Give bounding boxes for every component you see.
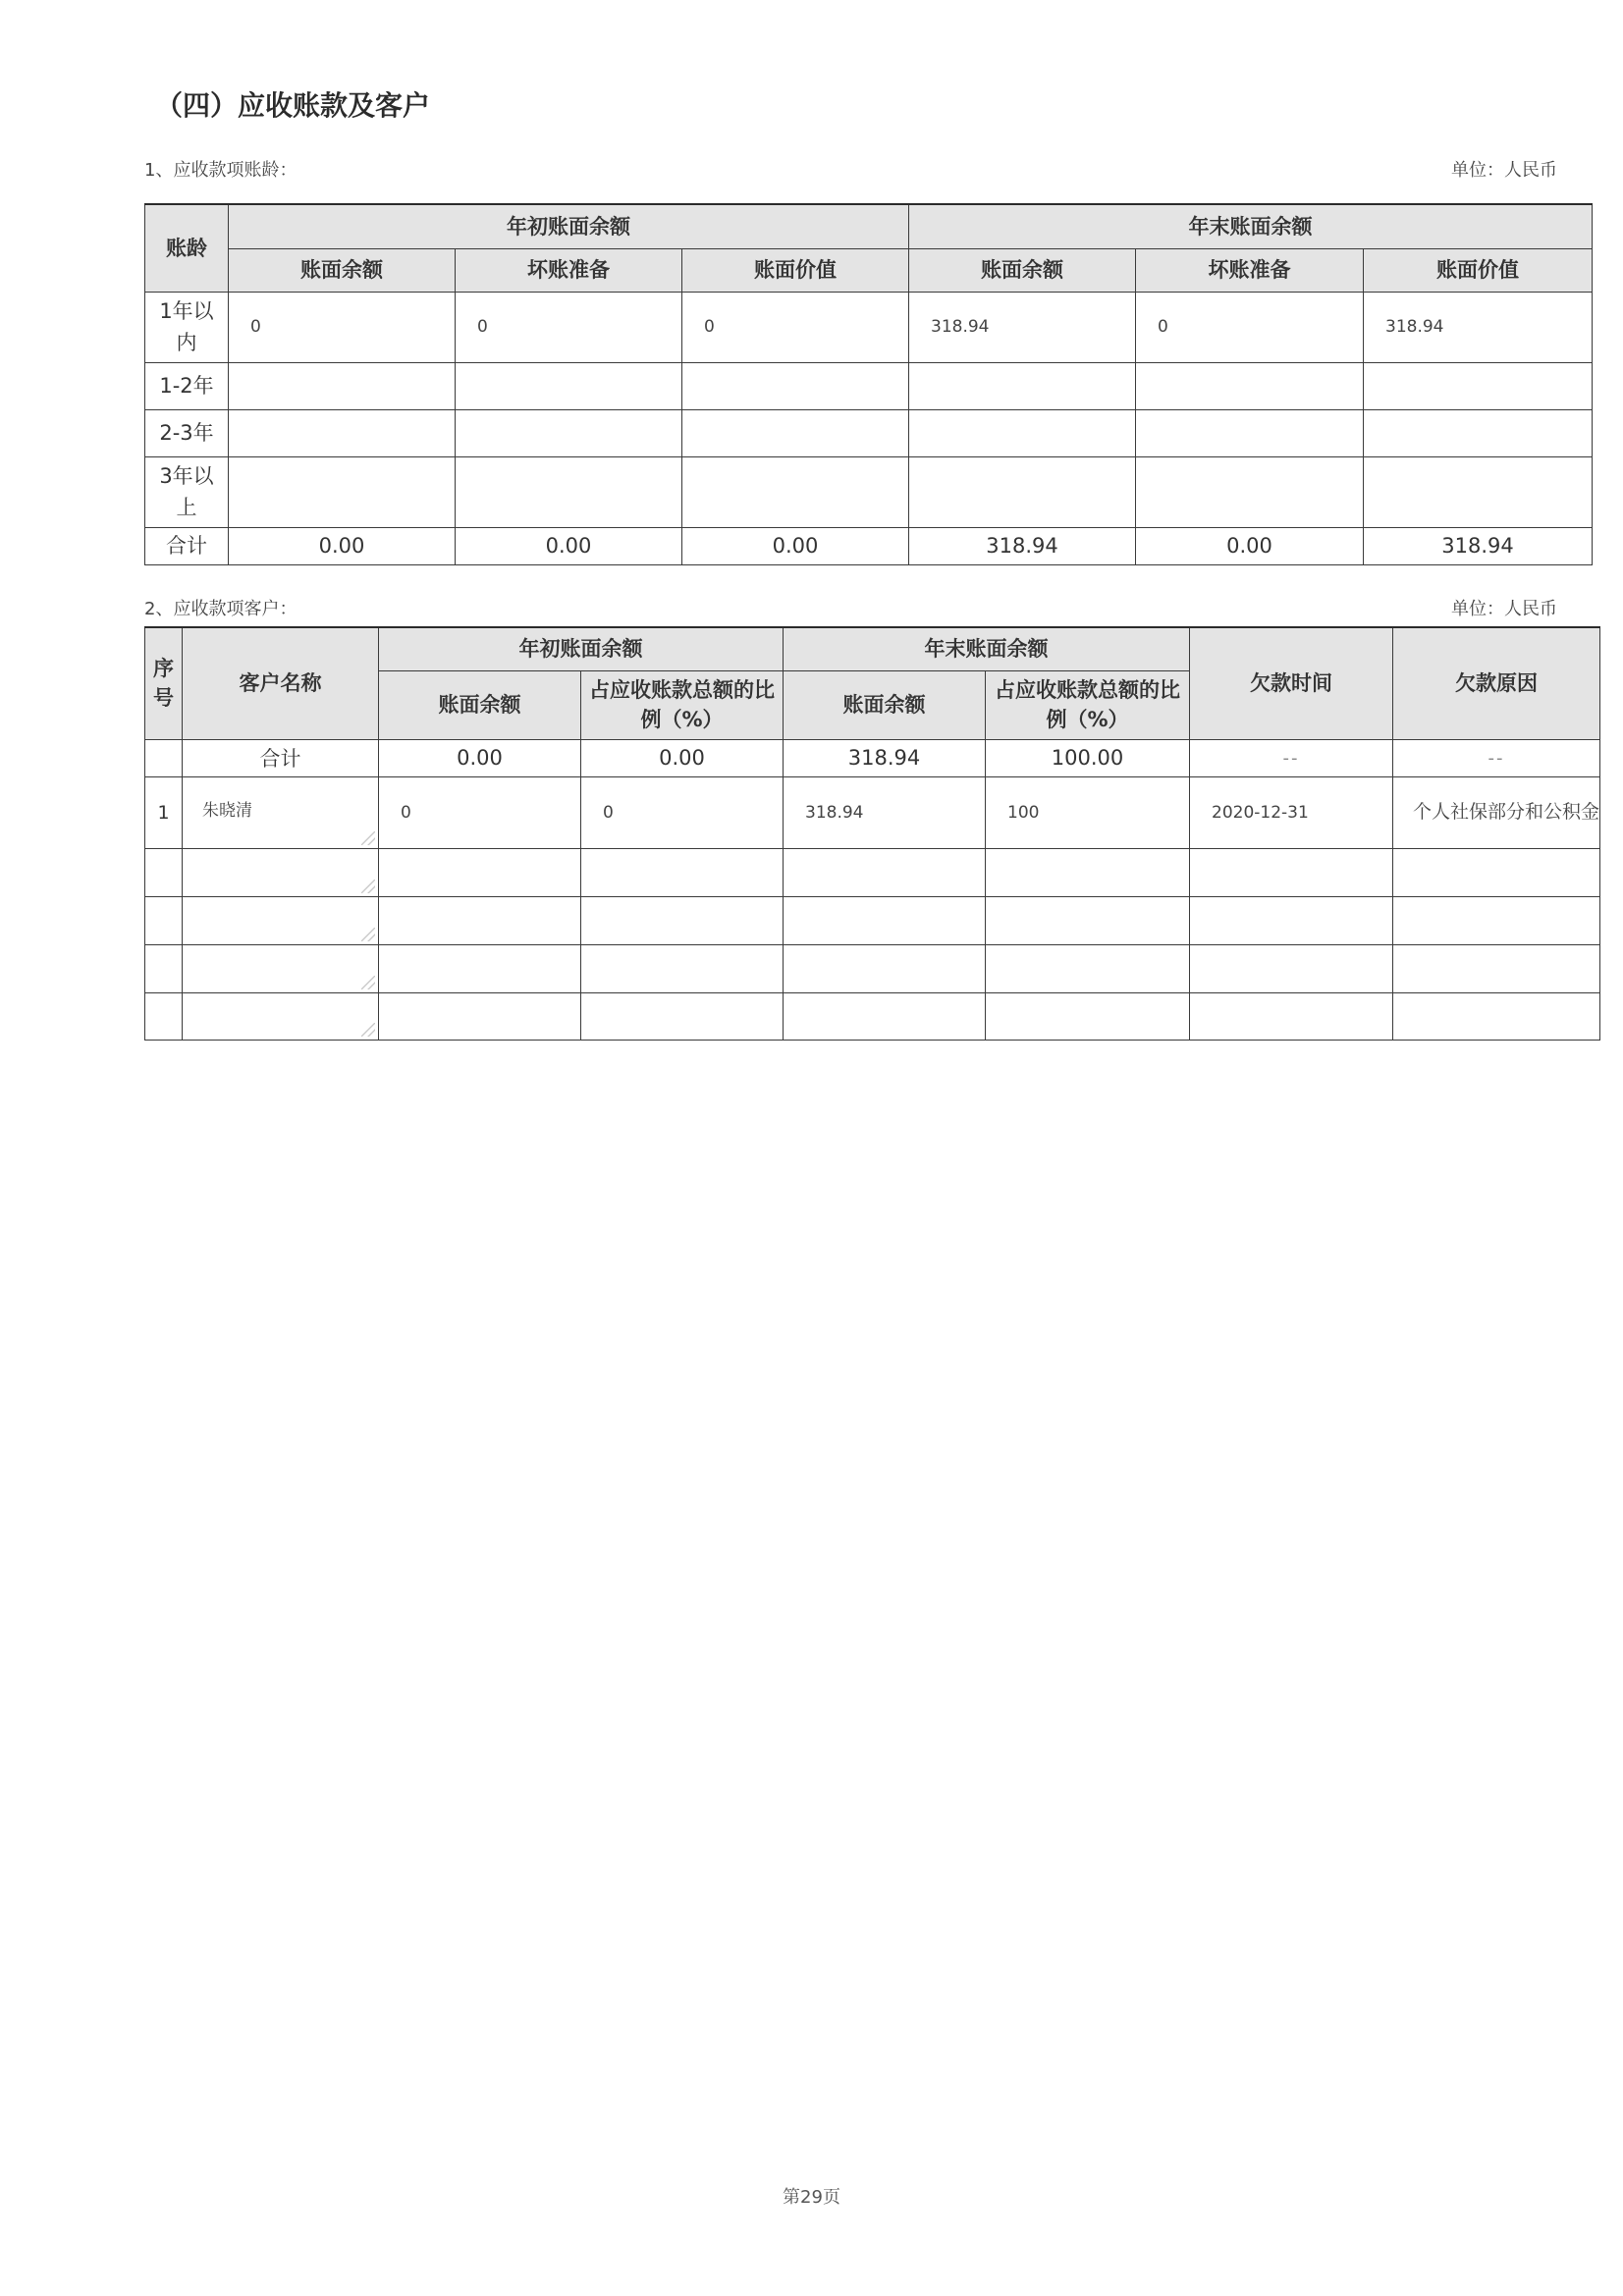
seq-header: 序号 bbox=[145, 627, 183, 739]
aging-sub-header: 坏账准备 bbox=[1136, 248, 1364, 292]
table-cell bbox=[456, 409, 682, 456]
ratio-header: 占应收账款总额的比例（%） bbox=[986, 670, 1190, 739]
table-cell bbox=[682, 409, 909, 456]
table-cell bbox=[581, 896, 784, 944]
total-cell: 0.00 bbox=[682, 527, 909, 564]
page-number: 第29页 bbox=[783, 2187, 840, 2208]
table-cell bbox=[581, 992, 784, 1040]
total-cell: -- bbox=[1393, 739, 1600, 776]
seq-cell: 1 bbox=[145, 776, 183, 848]
customer-name-cell[interactable] bbox=[183, 896, 379, 944]
table-cell bbox=[229, 409, 456, 456]
total-cell: 0.00 bbox=[229, 527, 456, 564]
table-cell: 0 bbox=[1136, 292, 1364, 362]
table-row bbox=[145, 456, 1593, 527]
table-row bbox=[145, 848, 1600, 896]
table-cell bbox=[909, 456, 1136, 527]
table-cell bbox=[784, 992, 986, 1040]
table-cell bbox=[1364, 362, 1593, 409]
table-row bbox=[145, 896, 1600, 944]
seq-cell bbox=[145, 992, 183, 1040]
customers-caption: 2、应收款项客户： bbox=[144, 599, 298, 619]
aging-total-label: 合计 bbox=[145, 527, 229, 564]
aging-table-wrapper bbox=[144, 203, 1560, 566]
table-cell: 318.94 bbox=[784, 776, 986, 848]
table-cell bbox=[986, 992, 1190, 1040]
cust-total-label: 合计 bbox=[183, 739, 379, 776]
customer-name-cell[interactable] bbox=[183, 944, 379, 992]
customers-unit: 单位：人民币 bbox=[1451, 599, 1557, 619]
table-cell bbox=[1190, 896, 1393, 944]
table-cell: 0 bbox=[581, 776, 784, 848]
total-cell: 0.00 bbox=[379, 739, 581, 776]
table-cell: 318.94 bbox=[909, 292, 1136, 362]
table-cell bbox=[145, 739, 183, 776]
aging-group-begin: 年初账面余额 bbox=[229, 204, 909, 248]
debt-reason-header: 欠款原因 bbox=[1393, 627, 1600, 739]
table-row bbox=[145, 362, 1593, 409]
customers-table bbox=[144, 626, 1600, 1041]
seq-cell bbox=[145, 896, 183, 944]
section-title: （四）应收账款及客户 bbox=[155, 89, 431, 122]
table-cell bbox=[682, 456, 909, 527]
table-cell bbox=[1190, 848, 1393, 896]
customers-table-wrapper bbox=[144, 626, 1600, 1043]
aging-table bbox=[144, 203, 1593, 565]
balance-header: 账面余额 bbox=[784, 670, 986, 739]
debt-time-header: 欠款时间 bbox=[1190, 627, 1393, 739]
seq-cell bbox=[145, 944, 183, 992]
table-cell bbox=[784, 944, 986, 992]
total-cell: 100.00 bbox=[986, 739, 1190, 776]
table-cell bbox=[986, 896, 1190, 944]
total-cell: 0.00 bbox=[1136, 527, 1364, 564]
table-cell bbox=[1136, 362, 1364, 409]
aging-caption: 1、应收款项账龄： bbox=[144, 160, 298, 181]
debt-reason-cell: 个人社保部分和公积金 bbox=[1393, 776, 1600, 848]
total-row bbox=[145, 527, 1593, 564]
aging-sub-header: 账面余额 bbox=[229, 248, 456, 292]
customer-name-cell[interactable] bbox=[183, 992, 379, 1040]
table-cell bbox=[986, 944, 1190, 992]
table-cell bbox=[784, 896, 986, 944]
table-cell bbox=[581, 944, 784, 992]
table-cell bbox=[1136, 456, 1364, 527]
table-cell bbox=[1393, 992, 1600, 1040]
table-cell bbox=[229, 456, 456, 527]
table-row bbox=[145, 409, 1593, 456]
table-cell bbox=[1364, 456, 1593, 527]
total-cell: 0.00 bbox=[456, 527, 682, 564]
table-cell bbox=[379, 992, 581, 1040]
table-row bbox=[145, 992, 1600, 1040]
table-cell bbox=[1190, 992, 1393, 1040]
total-cell: 318.94 bbox=[784, 739, 986, 776]
table-cell bbox=[379, 848, 581, 896]
table-cell: 0 bbox=[682, 292, 909, 362]
seq-cell bbox=[145, 848, 183, 896]
table-cell bbox=[909, 362, 1136, 409]
aging-col-label: 账龄 bbox=[145, 204, 229, 292]
table-cell: 100 bbox=[986, 776, 1190, 848]
table-cell bbox=[1136, 409, 1364, 456]
table-cell bbox=[986, 848, 1190, 896]
table-cell bbox=[456, 362, 682, 409]
table-cell bbox=[1190, 944, 1393, 992]
total-cell: 318.94 bbox=[909, 527, 1136, 564]
aging-sub-header: 账面余额 bbox=[909, 248, 1136, 292]
aging-row-label: 3年以上 bbox=[145, 456, 229, 527]
table-row bbox=[145, 292, 1593, 362]
table-cell bbox=[379, 896, 581, 944]
aging-group-end: 年末账面余额 bbox=[909, 204, 1593, 248]
table-cell bbox=[456, 456, 682, 527]
table-cell bbox=[1393, 896, 1600, 944]
table-cell: 0 bbox=[229, 292, 456, 362]
cust-group-end: 年末账面余额 bbox=[784, 627, 1190, 670]
table-cell bbox=[784, 848, 986, 896]
table-cell bbox=[1393, 944, 1600, 992]
table-cell bbox=[1364, 409, 1593, 456]
table-cell: 318.94 bbox=[1364, 292, 1593, 362]
aging-sub-header: 账面价值 bbox=[1364, 248, 1593, 292]
aging-row-label: 1年以内 bbox=[145, 292, 229, 362]
total-cell: 318.94 bbox=[1364, 527, 1593, 564]
debt-time-cell: 2020-12-31 bbox=[1190, 776, 1393, 848]
table-row bbox=[145, 944, 1600, 992]
balance-header: 账面余额 bbox=[379, 670, 581, 739]
customer-name-cell[interactable]: 朱晓清 bbox=[183, 776, 379, 848]
ratio-header: 占应收账款总额的比例（%） bbox=[581, 670, 784, 739]
total-cell: -- bbox=[1190, 739, 1393, 776]
table-cell bbox=[581, 848, 784, 896]
table-cell: 0 bbox=[456, 292, 682, 362]
aging-sub-header: 账面价值 bbox=[682, 248, 909, 292]
aging-unit: 单位：人民币 bbox=[1451, 160, 1557, 181]
table-cell bbox=[379, 944, 581, 992]
table-cell bbox=[682, 362, 909, 409]
customer-name-header: 客户名称 bbox=[183, 627, 379, 739]
table-row bbox=[145, 776, 1600, 848]
aging-row-label: 2-3年 bbox=[145, 409, 229, 456]
table-cell bbox=[1393, 848, 1600, 896]
cust-group-begin: 年初账面余额 bbox=[379, 627, 784, 670]
table-cell: 0 bbox=[379, 776, 581, 848]
total-cell: 0.00 bbox=[581, 739, 784, 776]
table-cell bbox=[229, 362, 456, 409]
table-cell bbox=[909, 409, 1136, 456]
total-row bbox=[145, 739, 1600, 776]
aging-sub-header: 坏账准备 bbox=[456, 248, 682, 292]
aging-row-label: 1-2年 bbox=[145, 362, 229, 409]
customer-name-cell[interactable] bbox=[183, 848, 379, 896]
